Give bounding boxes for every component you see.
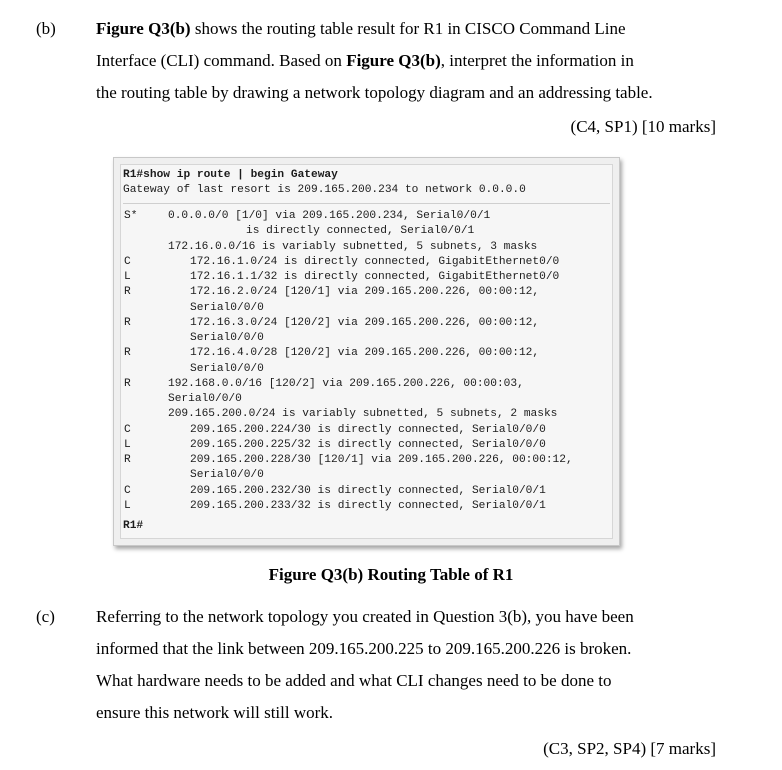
route-code: R [124,377,131,390]
route-entry: 172.16.2.0/24 [120/1] via 209.165.200.226, 00:00:12, [190,286,540,299]
route-entry: 0.0.0.0/0 [1/0] via 209.165.200.234, Serial0/0/1 [168,210,491,222]
figure-caption: Figure Q3(b) Routing Table of R1 [268,565,514,584]
cli-output-panel [120,164,613,539]
route-entry: 172.16.1.1/32 is directly connected, GigabitEthernet0/0 [190,271,560,283]
route-entry: Serial0/0/0 [190,301,264,314]
routing-table-figure [113,157,620,546]
cli-gateway-line: Gateway of last resort is 209.165.200.234 to network 0.0.0.0 [123,184,526,196]
route-entry: 192.168.0.0/16 [120/2] via 209.165.200.226, 00:00:03, [168,377,524,390]
route-entry: Serial0/0/0 [168,393,242,405]
route-code: C [124,255,131,268]
cli-command: show ip route | begin Gateway [143,169,338,181]
question-b-line-2: Interface (CLI) command. Based on Figure Q3(b), interpret the information in [96,51,634,70]
route-code: L [124,438,131,451]
question-b-line-3: the routing table by drawing a network topology diagram and an addressing table. [96,83,653,102]
route-entry: 209.165.200.225/32 is directly connected, Serial0/0/0 [190,438,546,451]
question-b-label: (b) [36,19,56,38]
question-b-text [96,13,716,109]
route-entry: 209.165.200.224/30 is directly connected, Serial0/0/0 [190,423,546,436]
question-c-line-4: ensure this network will still work. [96,703,334,722]
question-b-line-1: Figure Q3(b) shows the routing table result for R1 in CISCO Command Line [96,19,626,38]
question-c-line-3: What hardware needs to be added and what CLI changes need to be done to [96,671,612,690]
route-code: S* [124,210,138,222]
route-entry: 209.165.200.233/32 is directly connected, Serial0/0/1 [190,499,546,512]
route-entry: Serial0/0/0 [190,332,264,344]
figure-reference: Figure Q3(b) [346,51,441,70]
route-code: C [124,423,131,436]
route-code: L [124,499,131,512]
route-entry: Serial0/0/0 [190,469,264,482]
cli-final-prompt: R1# [123,520,144,532]
question-c-label: (c) [36,607,55,626]
route-code: R [124,347,131,360]
route-entry: 209.165.200.228/30 [120/1] via 209.165.200.226, 00:00:12, [190,454,573,466]
route-entry: 172.16.0.0/16 is variably subnetted, 5 subnets, 3 masks [168,240,538,253]
route-entry: 209.165.200.232/30 is directly connected, Serial0/0/1 [190,484,546,497]
route-entry: 172.16.1.0/24 is directly connected, GigabitEthernet0/0 [190,255,560,268]
cli-prompt: R1# [123,169,144,181]
figure-reference: Figure Q3(b) [96,19,191,38]
route-code: R [124,316,131,329]
route-code: R [124,286,131,299]
cli-command-line [123,168,338,183]
question-c-marks: (C3, SP2, SP4) [7 marks] [543,739,716,758]
route-entry: 172.16.4.0/28 [120/2] via 209.165.200.226, 00:00:12, [190,347,540,360]
question-c-line-2: informed that the link between 209.165.200.225 to 209.165.200.226 is broken. [96,639,632,658]
question-b-marks: (C4, SP1) [10 marks] [570,117,716,136]
route-code: C [124,484,131,497]
route-entry: is directly connected, Serial0/0/1 [246,225,475,238]
route-code: L [124,271,131,283]
route-entry: 172.16.3.0/24 [120/2] via 209.165.200.226, 00:00:12, [190,316,540,329]
route-code: R [124,454,131,466]
question-c-line-1: Referring to the network topology you created in Question 3(b), you have been [96,607,634,626]
route-entry: 209.165.200.0/24 is variably subnetted, 5 subnets, 2 masks [168,408,558,421]
route-entry: Serial0/0/0 [190,362,264,375]
question-c-text [96,601,716,729]
